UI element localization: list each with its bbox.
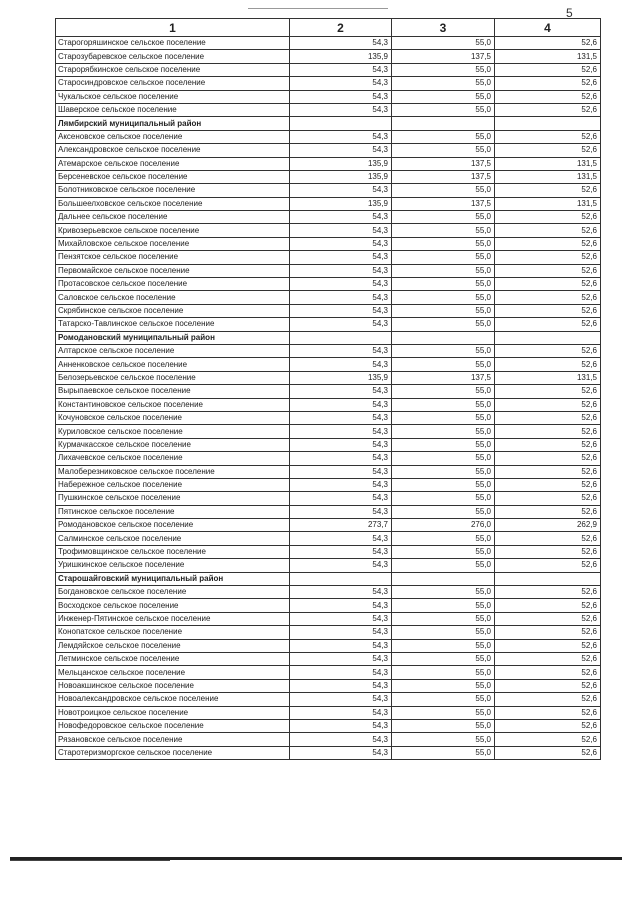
value-col-2: 54,3 [290, 358, 392, 371]
value-col-3: 55,0 [392, 599, 495, 612]
value-col-4: 52,6 [495, 344, 601, 357]
table-row [56, 184, 601, 197]
value-col-2: 54,3 [290, 251, 392, 264]
settlement-name: Татарско-Тавлинское сельское поселение [56, 318, 290, 331]
value-col-4: 52,6 [495, 77, 601, 90]
value-col-3: 55,0 [392, 639, 495, 652]
value-col-3: 55,0 [392, 251, 495, 264]
table-row [56, 77, 601, 90]
settlement-name: Куриловское сельское поселение [56, 425, 290, 438]
table-row [56, 197, 601, 210]
value-col-3: 55,0 [392, 37, 495, 50]
settlement-name: Набережное сельское поселение [56, 478, 290, 491]
value-col-2: 54,3 [290, 211, 392, 224]
value-col-2: 54,3 [290, 344, 392, 357]
value-col-3: 55,0 [392, 478, 495, 491]
settlement-name: Скрябинское сельское поселение [56, 304, 290, 317]
value-col-3: 55,0 [392, 626, 495, 639]
value-col-2: 54,3 [290, 438, 392, 451]
value-col-3: 137,5 [392, 197, 495, 210]
value-col-2: 54,3 [290, 599, 392, 612]
table-row [56, 545, 601, 558]
value-col-4: 52,6 [495, 63, 601, 76]
value-col-3: 55,0 [392, 612, 495, 625]
value-col-3: 55,0 [392, 438, 495, 451]
empty-cell [290, 117, 392, 130]
settlement-name: Кривозерьевское сельское поселение [56, 224, 290, 237]
value-col-3: 55,0 [392, 264, 495, 277]
table-row [56, 438, 601, 451]
settlement-name: Михайловское сельское поселение [56, 237, 290, 250]
value-col-4: 52,6 [495, 278, 601, 291]
value-col-2: 54,3 [290, 90, 392, 103]
value-col-3: 55,0 [392, 77, 495, 90]
value-col-4: 52,6 [495, 693, 601, 706]
value-col-4: 52,6 [495, 438, 601, 451]
table-row [56, 103, 601, 116]
empty-cell [392, 331, 495, 344]
settlement-name: Ромодановское сельское поселение [56, 519, 290, 532]
value-col-4: 52,6 [495, 237, 601, 250]
settlement-name: Лихачевское сельское поселение [56, 452, 290, 465]
settlement-name: Уришкинское сельское поселение [56, 559, 290, 572]
settlement-name: Первомайское сельское поселение [56, 264, 290, 277]
value-col-2: 54,3 [290, 706, 392, 719]
value-col-3: 55,0 [392, 103, 495, 116]
value-col-2: 54,3 [290, 425, 392, 438]
value-col-2: 54,3 [290, 318, 392, 331]
value-col-4: 262,9 [495, 519, 601, 532]
settlement-name: Чукальское сельское поселение [56, 90, 290, 103]
table-row [56, 371, 601, 384]
value-col-2: 54,3 [290, 532, 392, 545]
table-row [56, 264, 601, 277]
value-col-4: 131,5 [495, 197, 601, 210]
value-col-3: 55,0 [392, 679, 495, 692]
value-col-4: 52,6 [495, 304, 601, 317]
table-row [56, 693, 601, 706]
value-col-3: 55,0 [392, 63, 495, 76]
value-col-3: 55,0 [392, 224, 495, 237]
value-col-4: 52,6 [495, 545, 601, 558]
value-col-4: 52,6 [495, 478, 601, 491]
value-col-4: 131,5 [495, 157, 601, 170]
value-col-2: 54,3 [290, 224, 392, 237]
column-header-1: 1 [56, 19, 290, 37]
value-col-2: 54,3 [290, 612, 392, 625]
value-col-2: 54,3 [290, 37, 392, 50]
table-row [56, 50, 601, 63]
value-col-2: 54,3 [290, 666, 392, 679]
value-col-4: 52,6 [495, 586, 601, 599]
value-col-4: 52,6 [495, 652, 601, 665]
value-col-4: 52,6 [495, 425, 601, 438]
table-row [56, 746, 601, 759]
value-col-4: 52,6 [495, 184, 601, 197]
table-row [56, 157, 601, 170]
value-col-3: 55,0 [392, 465, 495, 478]
table-row [56, 706, 601, 719]
table-row [56, 90, 601, 103]
value-col-3: 55,0 [392, 559, 495, 572]
table-row [56, 411, 601, 424]
value-col-2: 54,3 [290, 184, 392, 197]
value-col-4: 52,6 [495, 465, 601, 478]
value-col-4: 52,6 [495, 291, 601, 304]
value-col-4: 52,6 [495, 746, 601, 759]
value-col-3: 55,0 [392, 545, 495, 558]
value-col-2: 135,9 [290, 170, 392, 183]
value-col-3: 55,0 [392, 318, 495, 331]
table-row [56, 304, 601, 317]
value-col-2: 54,3 [290, 452, 392, 465]
value-col-3: 137,5 [392, 157, 495, 170]
settlement-name: Кочуновское сельское поселение [56, 411, 290, 424]
value-col-2: 54,3 [290, 652, 392, 665]
settlement-name: Атемарское сельское поселение [56, 157, 290, 170]
table-row [56, 532, 601, 545]
value-col-3: 137,5 [392, 170, 495, 183]
table-row [56, 586, 601, 599]
settlement-name: Лемдяйское сельское поселение [56, 639, 290, 652]
value-col-2: 54,3 [290, 559, 392, 572]
table-row [56, 398, 601, 411]
table-header-row [56, 19, 601, 37]
value-col-3: 55,0 [392, 706, 495, 719]
value-col-3: 55,0 [392, 385, 495, 398]
table-row [56, 385, 601, 398]
settlement-name: Старогоряшинское сельское поселение [56, 37, 290, 50]
value-col-4: 52,6 [495, 90, 601, 103]
value-col-2: 54,3 [290, 130, 392, 143]
empty-cell [495, 331, 601, 344]
table-row [56, 37, 601, 50]
value-col-3: 55,0 [392, 425, 495, 438]
value-col-3: 55,0 [392, 733, 495, 746]
table-row [56, 465, 601, 478]
settlement-name: Константиновское сельское поселение [56, 398, 290, 411]
settlement-name: Трофимовщинское сельское поселение [56, 545, 290, 558]
top-rule [248, 8, 388, 9]
table-row [56, 505, 601, 518]
value-col-4: 52,6 [495, 211, 601, 224]
empty-cell [290, 331, 392, 344]
settlement-name: Инженер-Пятинское сельское поселение [56, 612, 290, 625]
settlement-name: Дальнее сельское поселение [56, 211, 290, 224]
value-col-3: 55,0 [392, 184, 495, 197]
empty-cell [392, 572, 495, 585]
table-row [56, 492, 601, 505]
settlement-name: Новоалександровское сельское поселение [56, 693, 290, 706]
table-row [56, 652, 601, 665]
value-col-3: 55,0 [392, 144, 495, 157]
value-col-4: 52,6 [495, 599, 601, 612]
value-col-4: 52,6 [495, 358, 601, 371]
settlement-name: Вырыпаевское сельское поселение [56, 385, 290, 398]
empty-cell [495, 572, 601, 585]
table-row [56, 358, 601, 371]
value-col-3: 55,0 [392, 278, 495, 291]
value-col-2: 54,3 [290, 746, 392, 759]
value-col-2: 54,3 [290, 465, 392, 478]
value-col-3: 55,0 [392, 586, 495, 599]
value-col-3: 55,0 [392, 291, 495, 304]
table-row [56, 170, 601, 183]
value-col-4: 52,6 [495, 264, 601, 277]
settlement-name: Рязановское сельское поселение [56, 733, 290, 746]
value-col-2: 54,3 [290, 237, 392, 250]
settlement-name: Шаверское сельское поселение [56, 103, 290, 116]
value-col-4: 52,6 [495, 144, 601, 157]
table-row [56, 626, 601, 639]
value-col-4: 52,6 [495, 639, 601, 652]
district-name: Ромодановский муниципальный район [56, 331, 290, 344]
district-name: Старошайговский муниципальный район [56, 572, 290, 585]
settlement-name: Летминское сельское поселение [56, 652, 290, 665]
table-row [56, 478, 601, 491]
table-row [56, 278, 601, 291]
value-col-3: 137,5 [392, 50, 495, 63]
settlement-name: Белозерьевское сельское поселение [56, 371, 290, 384]
settlement-name: Новоакшинское сельское поселение [56, 679, 290, 692]
value-col-3: 276,0 [392, 519, 495, 532]
value-col-4: 52,6 [495, 612, 601, 625]
value-col-2: 54,3 [290, 693, 392, 706]
value-col-4: 52,6 [495, 103, 601, 116]
table-row [56, 559, 601, 572]
value-col-2: 54,3 [290, 264, 392, 277]
settlement-name: Александровское сельское поселение [56, 144, 290, 157]
settlement-name: Мельцанское сельское поселение [56, 666, 290, 679]
value-col-4: 52,6 [495, 411, 601, 424]
district-name: Лямбирский муниципальный район [56, 117, 290, 130]
value-col-3: 55,0 [392, 358, 495, 371]
value-col-2: 54,3 [290, 144, 392, 157]
value-col-4: 131,5 [495, 50, 601, 63]
value-col-3: 55,0 [392, 532, 495, 545]
value-col-2: 54,3 [290, 505, 392, 518]
value-col-2: 54,3 [290, 291, 392, 304]
value-col-3: 55,0 [392, 505, 495, 518]
table-row [56, 679, 601, 692]
table-row [56, 144, 601, 157]
table-row [56, 719, 601, 732]
value-col-3: 55,0 [392, 492, 495, 505]
column-header-2: 2 [290, 19, 392, 37]
settlement-name: Пушкинское сельское поселение [56, 492, 290, 505]
settlement-name: Берсеневское сельское поселение [56, 170, 290, 183]
value-col-2: 54,3 [290, 545, 392, 558]
table-row [56, 452, 601, 465]
value-col-4: 52,6 [495, 706, 601, 719]
settlement-name: Малоберезниковское сельское поселение [56, 465, 290, 478]
table-row [56, 318, 601, 331]
value-col-2: 54,3 [290, 304, 392, 317]
table-row [56, 344, 601, 357]
settlement-name: Конопатское сельское поселение [56, 626, 290, 639]
settlement-name: Большеелховское сельское поселение [56, 197, 290, 210]
settlement-name: Пятинское сельское поселение [56, 505, 290, 518]
value-col-2: 54,3 [290, 411, 392, 424]
value-col-3: 137,5 [392, 371, 495, 384]
district-header-row [56, 572, 601, 585]
value-col-4: 52,6 [495, 452, 601, 465]
settlement-name: Богдановское сельское поселение [56, 586, 290, 599]
value-col-4: 52,6 [495, 318, 601, 331]
column-header-4: 4 [495, 19, 601, 37]
value-col-4: 131,5 [495, 170, 601, 183]
value-col-3: 55,0 [392, 398, 495, 411]
settlement-name: Новофедоровское сельское поселение [56, 719, 290, 732]
settlement-name: Алтарское сельское поселение [56, 344, 290, 357]
settlement-name: Старосиндровское сельское поселение [56, 77, 290, 90]
table-row [56, 63, 601, 76]
value-col-3: 55,0 [392, 719, 495, 732]
value-col-3: 55,0 [392, 344, 495, 357]
table-row [56, 211, 601, 224]
value-col-3: 55,0 [392, 746, 495, 759]
value-col-4: 52,6 [495, 492, 601, 505]
value-col-2: 135,9 [290, 197, 392, 210]
value-col-4: 52,6 [495, 559, 601, 572]
table-row [56, 251, 601, 264]
settlement-name: Курмачкасское сельское поселение [56, 438, 290, 451]
settlement-name: Анненковское сельское поселение [56, 358, 290, 371]
value-col-2: 54,3 [290, 63, 392, 76]
district-header-row [56, 331, 601, 344]
table-row [56, 130, 601, 143]
value-col-3: 55,0 [392, 90, 495, 103]
district-header-row [56, 117, 601, 130]
table-row [56, 733, 601, 746]
value-col-4: 52,6 [495, 532, 601, 545]
page-number: 5 [566, 6, 573, 20]
value-col-4: 52,6 [495, 224, 601, 237]
table-row [56, 519, 601, 532]
settlement-name: Пензятское сельское поселение [56, 251, 290, 264]
value-col-3: 55,0 [392, 666, 495, 679]
value-col-4: 52,6 [495, 37, 601, 50]
value-col-2: 54,3 [290, 385, 392, 398]
value-col-2: 54,3 [290, 398, 392, 411]
value-col-2: 54,3 [290, 639, 392, 652]
value-col-2: 54,3 [290, 103, 392, 116]
settlement-name: Протасовское сельское поселение [56, 278, 290, 291]
value-col-4: 52,6 [495, 130, 601, 143]
empty-cell [392, 117, 495, 130]
table-body [56, 37, 601, 760]
table-row [56, 599, 601, 612]
value-col-4: 52,6 [495, 626, 601, 639]
table-row [56, 237, 601, 250]
settlement-name: Старорябкинское сельское поселение [56, 63, 290, 76]
table-row [56, 425, 601, 438]
settlement-name: Старотеризморгское сельское поселение [56, 746, 290, 759]
value-col-3: 55,0 [392, 652, 495, 665]
value-col-2: 135,9 [290, 50, 392, 63]
value-col-2: 54,3 [290, 492, 392, 505]
table-row [56, 639, 601, 652]
settlement-name: Болотниковское сельское поселение [56, 184, 290, 197]
value-col-3: 55,0 [392, 237, 495, 250]
value-col-4: 131,5 [495, 371, 601, 384]
value-col-3: 55,0 [392, 211, 495, 224]
value-col-3: 55,0 [392, 304, 495, 317]
value-col-3: 55,0 [392, 130, 495, 143]
value-col-2: 135,9 [290, 157, 392, 170]
empty-cell [290, 572, 392, 585]
column-header-3: 3 [392, 19, 495, 37]
table-row [56, 612, 601, 625]
bottom-rule-thin [10, 860, 170, 861]
empty-cell [495, 117, 601, 130]
value-col-4: 52,6 [495, 733, 601, 746]
settlement-name: Аксеновское сельское поселение [56, 130, 290, 143]
value-col-4: 52,6 [495, 719, 601, 732]
settlement-name: Старозубаревское сельское поселение [56, 50, 290, 63]
value-col-2: 54,3 [290, 679, 392, 692]
value-col-2: 54,3 [290, 719, 392, 732]
value-col-4: 52,6 [495, 251, 601, 264]
value-col-2: 54,3 [290, 278, 392, 291]
value-col-4: 52,6 [495, 385, 601, 398]
table-row [56, 291, 601, 304]
settlement-name: Саловское сельское поселение [56, 291, 290, 304]
settlement-name: Новотроицкое сельское поселение [56, 706, 290, 719]
table-row [56, 224, 601, 237]
value-col-2: 54,3 [290, 733, 392, 746]
budget-table [55, 18, 601, 760]
value-col-2: 54,3 [290, 586, 392, 599]
settlement-name: Салминское сельское поселение [56, 532, 290, 545]
value-col-2: 54,3 [290, 626, 392, 639]
value-col-2: 54,3 [290, 478, 392, 491]
value-col-4: 52,6 [495, 398, 601, 411]
table-row [56, 666, 601, 679]
value-col-4: 52,6 [495, 666, 601, 679]
value-col-2: 135,9 [290, 371, 392, 384]
value-col-4: 52,6 [495, 679, 601, 692]
value-col-3: 55,0 [392, 452, 495, 465]
value-col-2: 54,3 [290, 77, 392, 90]
settlement-name: Восходское сельское поселение [56, 599, 290, 612]
value-col-2: 273,7 [290, 519, 392, 532]
value-col-3: 55,0 [392, 693, 495, 706]
value-col-4: 52,6 [495, 505, 601, 518]
value-col-3: 55,0 [392, 411, 495, 424]
